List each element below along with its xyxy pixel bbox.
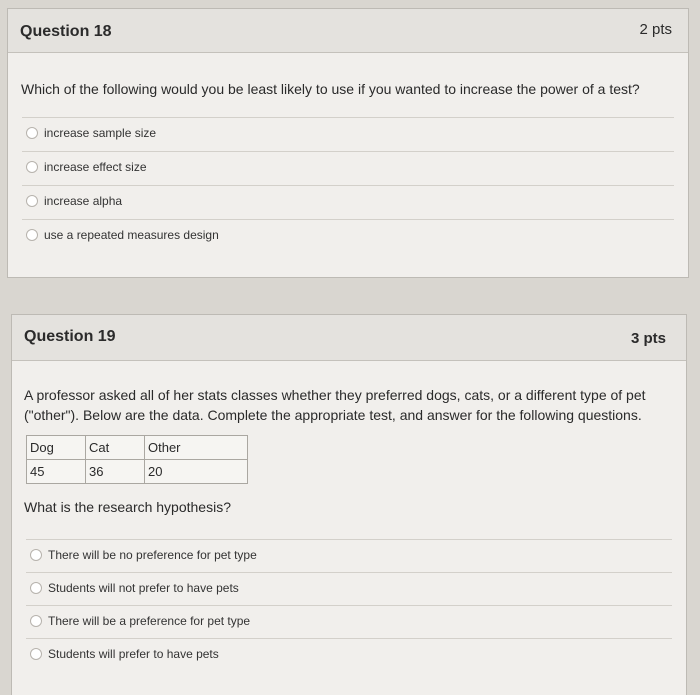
radio-button[interactable]	[26, 127, 38, 139]
answer-option[interactable]	[26, 638, 672, 671]
research-hypothesis-prompt: What is the research hypothesis?	[24, 499, 231, 515]
answer-label: increase effect size	[44, 160, 147, 174]
question-18-points: 2 pts	[639, 21, 672, 38]
radio-button[interactable]	[30, 648, 42, 660]
table-header-cell: Other	[145, 436, 248, 460]
table-cell: 20	[145, 460, 248, 484]
answer-option[interactable]	[22, 219, 674, 253]
pet-preference-table	[26, 435, 248, 484]
radio-button[interactable]	[26, 195, 38, 207]
table-header-row	[27, 436, 248, 460]
answer-option[interactable]	[26, 572, 672, 605]
table-header-cell: Cat	[86, 436, 145, 460]
table-cell: 45	[27, 460, 86, 484]
answer-label: There will be no preference for pet type	[48, 548, 257, 562]
radio-button[interactable]	[26, 161, 38, 173]
table-header-cell: Dog	[27, 436, 86, 460]
table-row	[27, 460, 248, 484]
question-18-answers	[22, 117, 674, 253]
question-19-points: 3 pts	[630, 330, 666, 347]
radio-button[interactable]	[30, 549, 42, 561]
question-19-answers	[26, 539, 672, 671]
question-18-text: Which of the following would you be least likely to use if you wanted to increase the power of a test?	[21, 81, 640, 97]
radio-button[interactable]	[26, 229, 38, 241]
question-18-title: Question 18	[20, 23, 112, 40]
radio-button[interactable]	[30, 582, 42, 594]
question-19-header	[12, 315, 686, 361]
answer-label: increase alpha	[44, 194, 123, 208]
question-18-card	[7, 8, 689, 278]
answer-option[interactable]	[26, 605, 672, 638]
radio-button[interactable]	[30, 615, 42, 627]
question-19-text: A professor asked all of her stats classes whether they preferred dogs, cats, or a different type of pet ("other"). Below are the data. Complete the appropriate test, and answer for the following questions.	[24, 387, 646, 423]
answer-option[interactable]	[22, 185, 674, 219]
answer-option[interactable]	[26, 539, 672, 572]
answer-label: Students will not prefer to have pets	[48, 581, 239, 595]
answer-label: Students will prefer to have pets	[48, 647, 219, 661]
answer-option[interactable]	[22, 151, 674, 185]
table-cell: 36	[86, 460, 145, 484]
answer-option[interactable]	[22, 117, 674, 151]
question-18-header	[8, 9, 688, 53]
answer-label: use a repeated measures design	[44, 228, 219, 242]
question-19-card	[11, 314, 687, 695]
answer-label: There will be a preference for pet type	[48, 614, 251, 628]
question-19-title: Question 19	[24, 328, 116, 345]
answer-label: increase sample size	[44, 126, 157, 140]
